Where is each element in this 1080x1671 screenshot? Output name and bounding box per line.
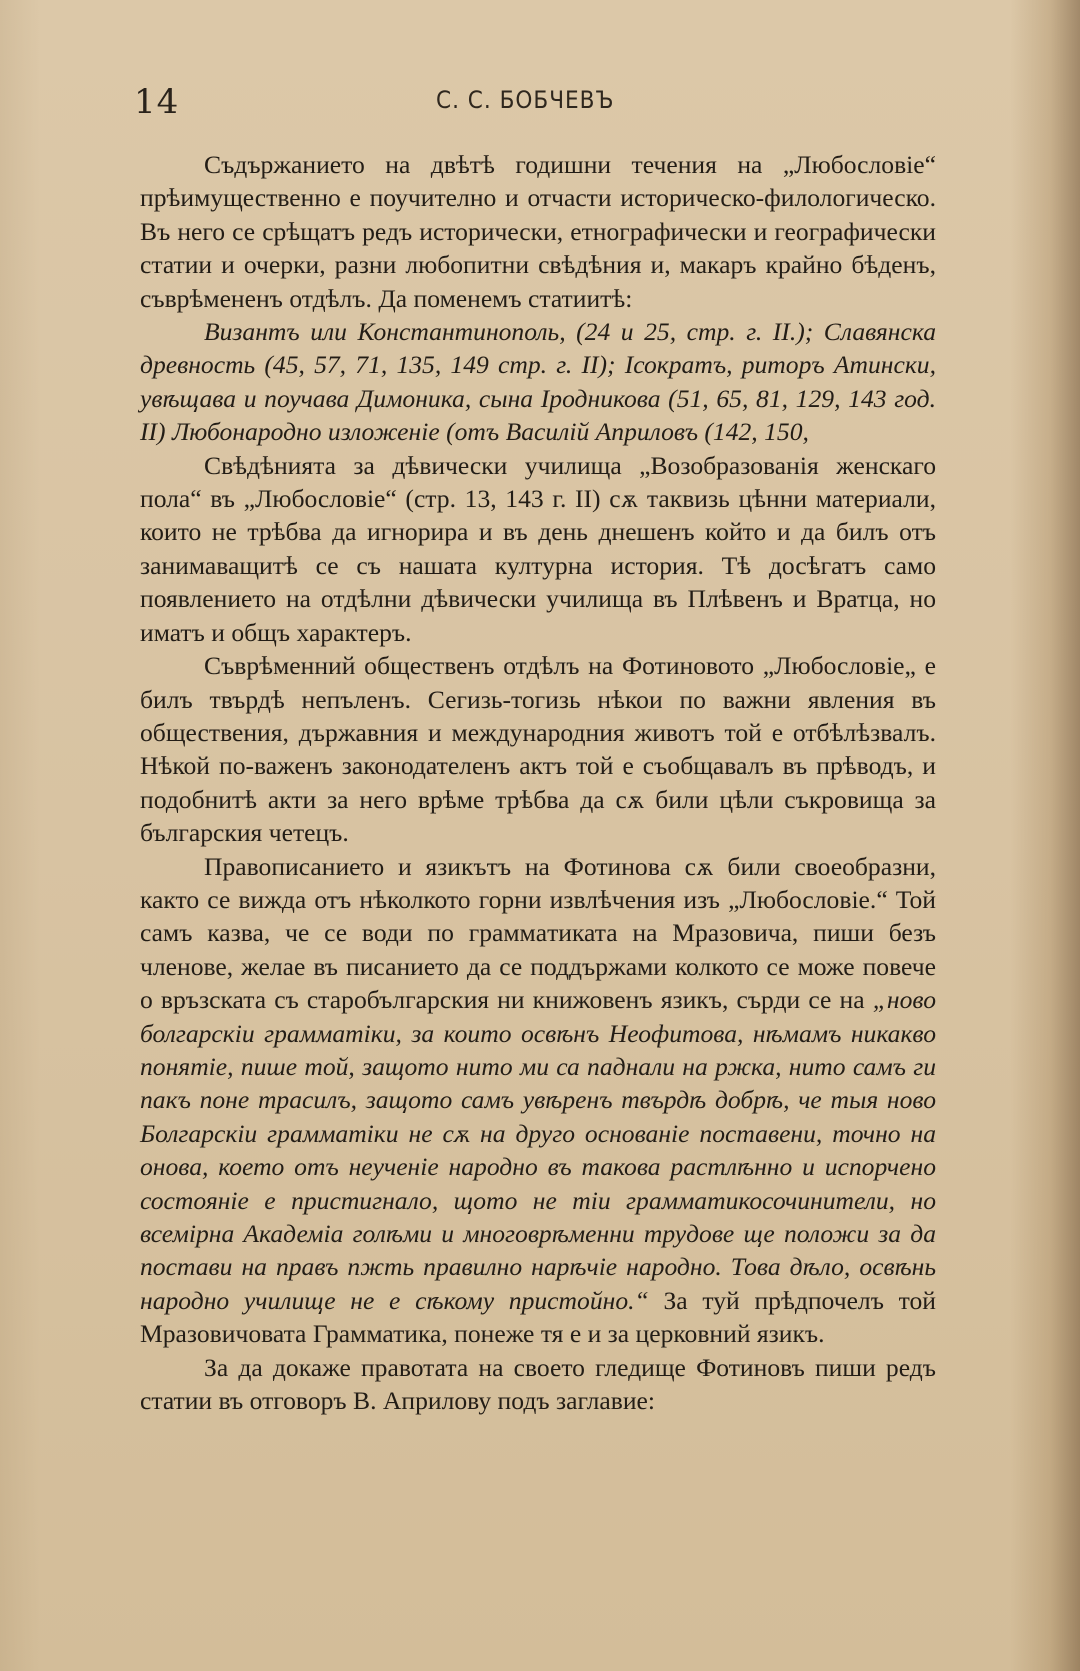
orthography-quotation: „ново болгарскіи граммaтіки, за които освѣнъ Неофитова, нѣмамъ никакво понятіе, пише той, защото нито ми са паднали на ржка, нито самъ ги пакъ поне трасилъ, защото самъ увѣренъ твърдѣ добрѣ, че тыя ново Болгарскіи граммaтіки не сѫ на друго основаніе поставени, точно на онова, което отъ неученіе народно въ такова растлѣнно и испорчено состояніе е пристигнало, щото не тіи граммaтикосочинители, но всемірна Академіа голѣми и многоврѣменни трудове ще положи за да постави на правъ пжть правилно нарѣчіе народно. Това дѣло, освѣнь народно училище не е сѣкому пристойно.“	[140, 985, 936, 1315]
orthography-text-start: Правописанието и язикътъ на Фотинова сѫ били своеобразни, както се вижда отъ нѣколкото горни извлѣчения изъ „Любословіе.“ Той самъ казва, че се води по граммaтиката на Мразовича, пиши безъ членове, желае въ писанието да се поддържами колкото се може повече о връзската съ старобългарския ни книжовенъ язикъ, сърди се на	[140, 851, 936, 1015]
body-text	[140, 148, 936, 1417]
paragraph-girls-schools: Свѣдѣнията за дѣвически училища „Возобразованія женскаго пола“ въ „Любословіе“ (стр. 13, 143 г. II) сѫ таквизь цѣнни материали, които не трѣбва да игнорира и въ день днешенъ който и да билъ отъ занимаващитѣ се съ нашата културна история. Тѣ досѣгатъ само появлението на отдѣлни дѣвически училища въ Плѣвенъ и Вратца, но иматъ и общъ характеръ.	[140, 450, 936, 647]
page-number: 14	[134, 82, 180, 122]
paragraph-article-list: Византъ или Константинополь, (24 и 25, стр. г. II.); Славянска древность (45, 57, 71, 135, 149 стр. г. II); Ісократъ, риторъ Атински, увѣщава и поучава Димоника, сына Іродникова (51, 65, 81, 129, 143 год. II) Любонародно изложеніе (отъ Василій Априловъ (142, 150,	[140, 317, 936, 447]
page-header	[0, 82, 1080, 126]
paragraph-reply-articles: За да докаже правотата на своето гледище Фотиновъ пиши редъ статии въ отговоръ В. Априлову подъ заглавие:	[140, 1352, 936, 1416]
paragraph-orthography	[140, 850, 936, 1351]
paragraph-current-section: Съврѣменний общественъ отдѣлъ на Фотиновото „Любословіе„ е билъ твърдѣ непъленъ. Сегизь-тогизь нѣкои по важни явления въ обществения, държавния и международния животъ той е отбѣлѣзвалъ. Нѣкой по-важенъ законодателенъ актъ той е съобщавалъ въ прѣводъ, и подобнитѣ акти за него врѣме трѣбва да сѫ били цѣли съкровища за българския четецъ.	[140, 651, 936, 848]
paragraph-contents: Съдържанието на двѣтѣ годишни течения на „Любословіе“ прѣимущественно е поучително и отчасти историческо-филологическо. Въ него се срѣщатъ редъ исторически, етнографически и географически статии и очерки, разни любопитни свѣдѣния и, макаръ крайно бѣденъ, съврѣмененъ отдѣлъ. Да поменемъ статиитѣ:	[140, 150, 936, 313]
running-head: С. С. БОБЧЕВЪ	[436, 86, 615, 114]
orthography-text-end: За туй прѣдпочелъ той Мразовичовата Грамматика, понеже тя е и за церковний язикъ.	[140, 1285, 936, 1349]
